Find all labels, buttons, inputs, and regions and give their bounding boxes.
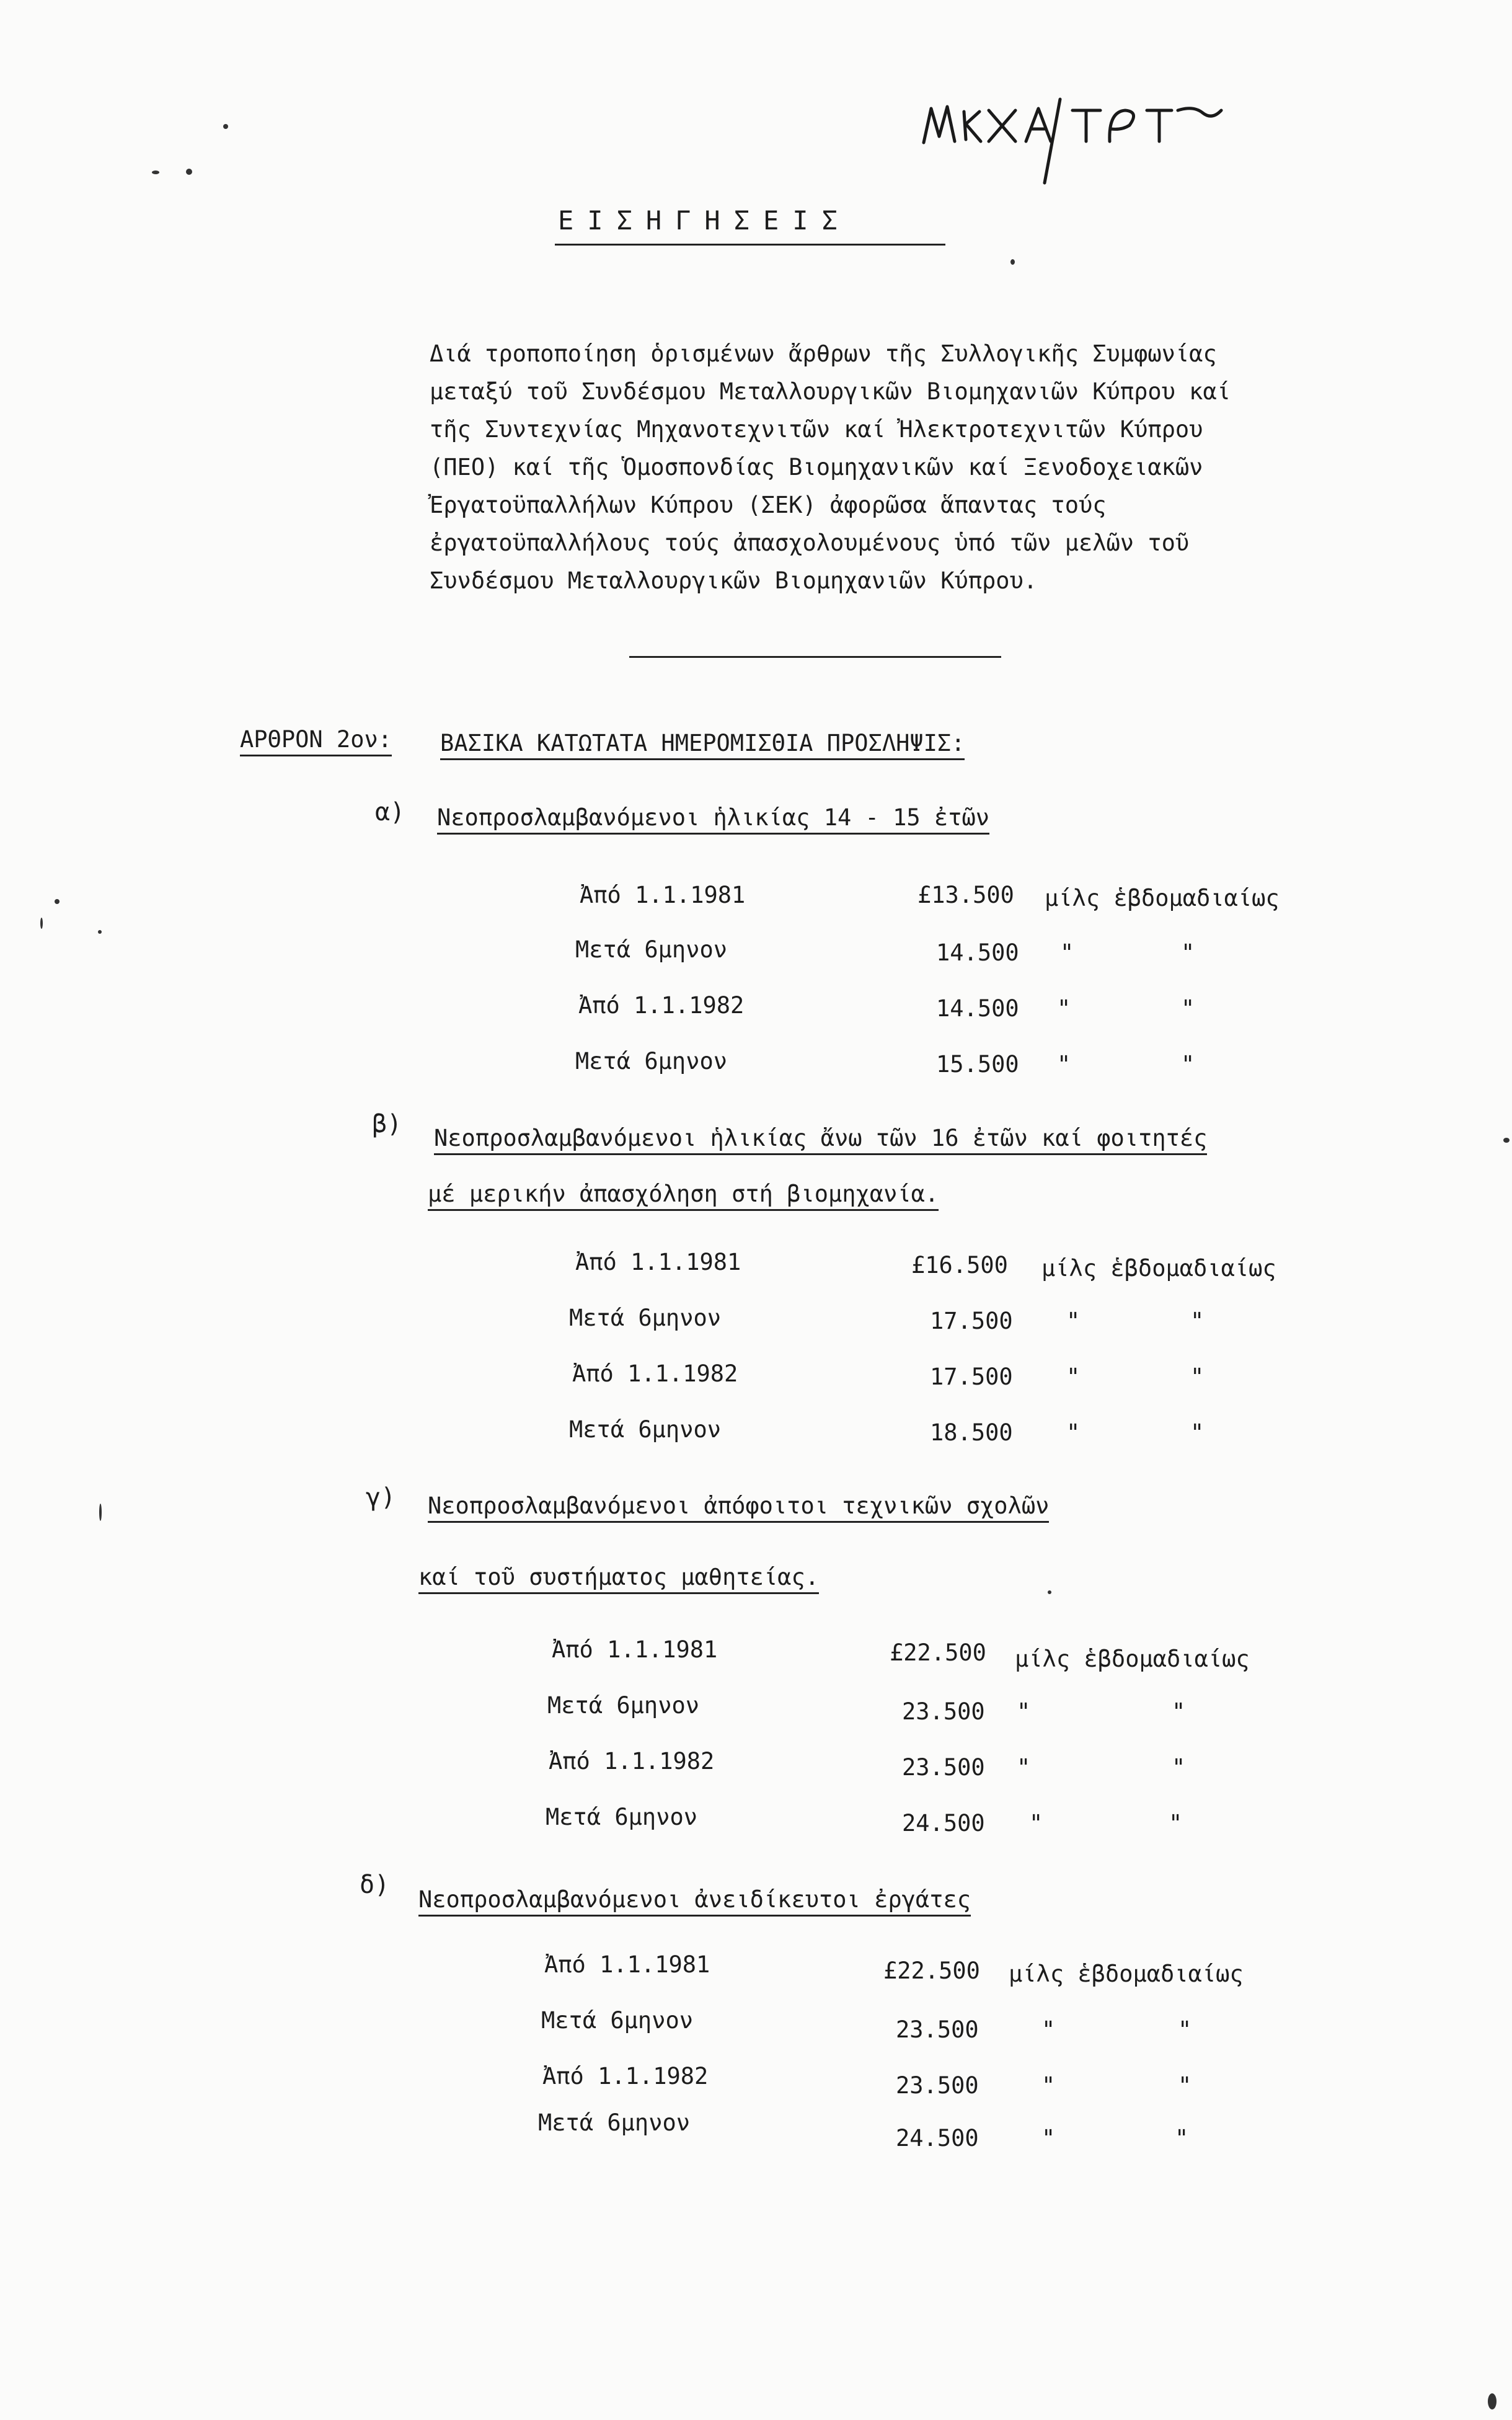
ditto-mark: " [1190, 1308, 1205, 1334]
scan-speck [98, 930, 102, 934]
ditto-mark: " [1178, 2072, 1192, 2099]
section-heading: Νεοπροσλαμβανόμενοι ἡλικίας 14 - 15 ἐτῶν [437, 806, 989, 835]
ditto-mark: " [1066, 1363, 1081, 1390]
intro-line: τῆς Συντεχνίας Μηχανοτεχνιτῶν καί Ἠλεκτροτεχνιτῶν Κύπρου [430, 416, 1203, 443]
rate-period: Μετά 6μηνον [538, 2109, 691, 2136]
intro-line: Ἐργατοϋπαλλήλων Κύπρου (ΣΕΚ) ἀφορῶσα ἅπαντας τούς [430, 492, 1107, 518]
document-title: ΕΙΣΗΓΗΣΕΙΣ [558, 205, 851, 236]
rate-period: Ἀπό 1.1.1982 [572, 1360, 738, 1387]
ditto-mark: " [1066, 1308, 1081, 1334]
scan-speck [55, 899, 60, 904]
rate-period: Μετά 6μηνον [569, 1305, 722, 1331]
scan-speck [223, 124, 228, 129]
rate-period: Μετά 6μηνον [541, 2007, 694, 2034]
scan-speck [1048, 1590, 1051, 1594]
rate-unit: μίλς ἑβδομαδιαίως [1041, 1255, 1276, 1282]
title-underline [555, 244, 945, 246]
ditto-mark: " [1181, 995, 1195, 1022]
ditto-mark: " [1057, 995, 1071, 1022]
rate-unit: μίλς ἑβδομαδιαίως [1009, 1961, 1244, 1987]
section-heading: μέ μερικήν ἀπασχόληση στή βιομηχανία. [428, 1182, 939, 1211]
intro-line: ἐργατοϋπαλλήλους τούς ἀπασχολουμένους ὑπό τῶν μελῶν τοῦ [430, 530, 1190, 556]
ditto-mark: " [1190, 1419, 1205, 1446]
rate-period: Μετά 6μηνον [575, 936, 728, 963]
section-letter-b: β) [372, 1110, 402, 1138]
ditto-mark: " [1029, 1810, 1043, 1837]
rate-amount: 14.500 [936, 995, 1019, 1022]
rate-amount: £16.500 [911, 1252, 1008, 1279]
section-separator [629, 656, 1001, 658]
ditto-mark: " [1169, 1810, 1183, 1837]
scan-speck [186, 169, 192, 175]
ditto-mark: " [1181, 1051, 1195, 1078]
article-label: ΑΡΘΡΟΝ 2ον: [240, 728, 392, 756]
rate-period: Μετά 6μηνον [547, 1692, 700, 1719]
rate-amount: 18.500 [930, 1419, 1013, 1446]
rate-amount: 23.500 [896, 2072, 979, 2099]
ditto-mark: " [1041, 2072, 1056, 2099]
rate-period: Ἀπό 1.1.1981 [544, 1951, 710, 1978]
ditto-mark: " [1172, 1698, 1186, 1725]
ditto-mark: " [1017, 1698, 1031, 1725]
ditto-mark: " [1041, 2125, 1056, 2152]
scan-speck [1503, 1138, 1510, 1143]
ditto-mark: " [1181, 939, 1195, 966]
rate-amount: 15.500 [936, 1051, 1019, 1078]
intro-line: (ΠΕΟ) καί τῆς Ὁμοσπονδίας Βιομηχανικῶν καί Ξενοδοχειακῶν [430, 454, 1203, 481]
rate-amount: 17.500 [930, 1308, 1013, 1334]
rate-amount: 24.500 [902, 1810, 985, 1837]
section-heading: Νεοπροσλαμβανόμενοι ἡλικίας ἄνω τῶν 16 ἐτῶν καί φοιτητές [434, 1127, 1207, 1155]
rate-amount: 23.500 [902, 1754, 985, 1781]
scan-speck [152, 171, 159, 174]
rate-period: Ἀπό 1.1.1981 [575, 1249, 741, 1275]
ditto-mark: " [1066, 1419, 1081, 1446]
rate-amount: 24.500 [896, 2125, 979, 2152]
scan-speck [40, 918, 43, 929]
rate-period: Ἀπό 1.1.1981 [552, 1636, 718, 1663]
section-heading: καί τοῦ συστήματος μαθητείας. [418, 1566, 819, 1594]
ditto-mark: " [1178, 2016, 1192, 2043]
rate-amount: 17.500 [930, 1363, 1013, 1390]
rate-amount: £22.500 [883, 1957, 980, 1984]
rate-amount: 23.500 [896, 2016, 979, 2043]
rate-amount: 23.500 [902, 1698, 985, 1725]
rate-period: Ἀπό 1.1.1981 [580, 882, 746, 908]
intro-paragraph [430, 335, 1322, 600]
ditto-mark: " [1060, 939, 1074, 966]
rate-period: Ἀπό 1.1.1982 [549, 1748, 715, 1775]
article-title: ΒΑΣΙΚΑ ΚΑΤΩΤΑΤΑ ΗΜΕΡΟΜΙΣΘΙΑ ΠΡΟΣΛΗΨΙΣ: [440, 732, 965, 760]
scan-speck [99, 1504, 102, 1521]
section-letter-c: γ) [366, 1483, 396, 1512]
ditto-mark: " [1175, 2125, 1189, 2152]
section-letter-a: α) [375, 798, 405, 827]
section-heading: Νεοπροσλαμβανόμενοι ἀνειδίκευτοι ἐργάτες [418, 1888, 971, 1917]
scan-speck [1010, 259, 1015, 265]
section-letter-d: δ) [360, 1871, 390, 1899]
rate-period: Μετά 6μηνον [569, 1416, 722, 1443]
rate-amount: £13.500 [917, 882, 1014, 908]
rate-unit: μίλς ἑβδομαδιαίως [1045, 885, 1280, 911]
rate-amount: 14.500 [936, 939, 1019, 966]
ditto-mark: " [1190, 1363, 1205, 1390]
section-heading: Νεοπροσλαμβανόμενοι ἀπόφοιτοι τεχνικῶν σχολῶν [428, 1494, 1049, 1523]
ditto-mark: " [1017, 1754, 1031, 1781]
rate-period: Ἀπό 1.1.1982 [542, 2063, 709, 2090]
scan-speck [1488, 2393, 1497, 2409]
handwritten-annotation [911, 74, 1234, 198]
ditto-mark: " [1041, 2016, 1056, 2043]
rate-period: Μετά 6μηνον [575, 1048, 728, 1075]
rate-period: Ἀπό 1.1.1982 [578, 992, 745, 1019]
intro-line: Συνδέσμου Μεταλλουργικῶν Βιομηχανιῶν Κύπρου. [430, 567, 1038, 594]
rate-unit: μίλς ἑβδομαδιαίως [1015, 1646, 1250, 1672]
ditto-mark: " [1172, 1754, 1186, 1781]
rate-amount: £22.500 [890, 1639, 986, 1666]
ditto-mark: " [1057, 1051, 1071, 1078]
intro-line: Διά τροποποίηση ὁρισμένων ἄρθρων τῆς Συλλογικῆς Συμφωνίας [430, 340, 1217, 367]
intro-line: μεταξύ τοῦ Συνδέσμου Μεταλλουργικῶν Βιομηχανιῶν Κύπρου καί [430, 378, 1231, 405]
rate-period: Μετά 6μηνον [546, 1804, 698, 1830]
